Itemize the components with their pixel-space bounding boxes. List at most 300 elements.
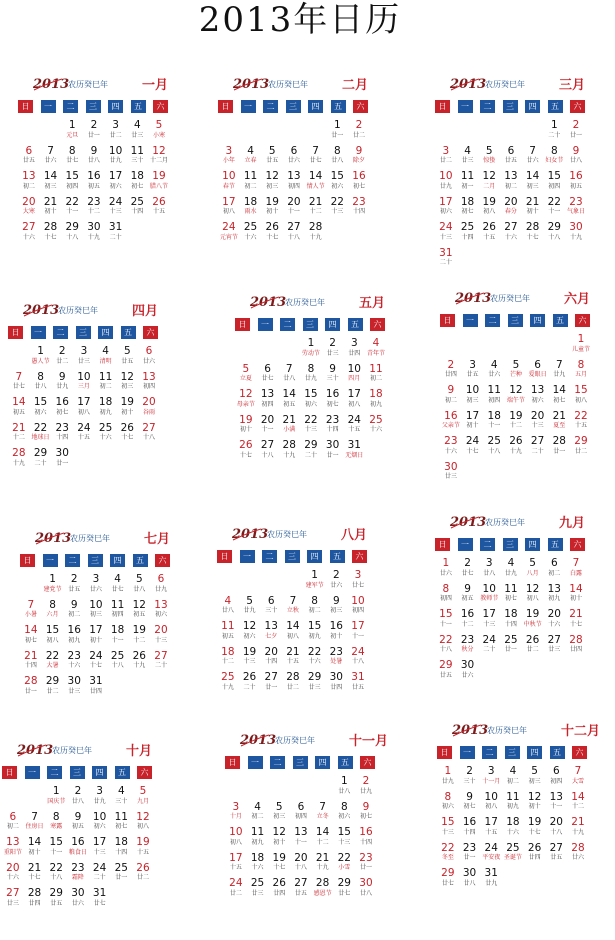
day-cell[interactable] <box>435 609 457 635</box>
day-cell[interactable] <box>457 558 479 584</box>
day-cell[interactable] <box>478 558 500 584</box>
day-cell[interactable] <box>138 372 160 398</box>
day-cell[interactable] <box>282 647 304 673</box>
day-cell[interactable] <box>300 389 322 415</box>
day-cell[interactable] <box>570 334 592 360</box>
day-cell[interactable] <box>326 171 348 197</box>
day-cell[interactable] <box>283 222 305 248</box>
day-cell[interactable] <box>61 197 83 223</box>
day-cell[interactable] <box>457 197 479 223</box>
day-cell[interactable] <box>545 817 567 843</box>
day-cell[interactable] <box>107 600 129 626</box>
day-cell[interactable] <box>30 397 52 423</box>
day-cell[interactable] <box>483 411 505 437</box>
day-cell[interactable] <box>343 415 365 441</box>
day-cell[interactable] <box>483 385 505 411</box>
day-cell[interactable] <box>435 635 457 661</box>
day-cell[interactable] <box>322 440 344 466</box>
day-cell[interactable] <box>257 415 279 441</box>
day-cell[interactable] <box>260 596 282 622</box>
day-cell[interactable] <box>435 584 457 610</box>
day-cell[interactable] <box>290 878 312 904</box>
day-cell[interactable] <box>89 812 111 838</box>
day-cell[interactable] <box>567 817 589 843</box>
day-cell[interactable] <box>20 625 42 651</box>
day-cell[interactable] <box>150 625 172 651</box>
day-cell[interactable] <box>239 647 261 673</box>
day-cell[interactable] <box>570 436 592 462</box>
day-cell[interactable] <box>107 625 129 651</box>
day-cell[interactable] <box>89 863 111 889</box>
day-cell[interactable] <box>462 360 484 386</box>
day-cell[interactable] <box>290 827 312 853</box>
day-cell[interactable] <box>543 222 565 248</box>
day-cell[interactable] <box>83 197 105 223</box>
day-cell[interactable] <box>483 360 505 386</box>
day-cell[interactable] <box>304 647 326 673</box>
day-cell[interactable] <box>347 570 369 596</box>
day-cell[interactable] <box>543 558 565 584</box>
day-cell[interactable] <box>522 609 544 635</box>
day-cell[interactable] <box>83 222 105 248</box>
day-cell[interactable] <box>24 837 46 863</box>
day-cell[interactable] <box>42 600 64 626</box>
day-cell[interactable] <box>500 222 522 248</box>
day-cell[interactable] <box>116 372 138 398</box>
day-cell[interactable] <box>61 171 83 197</box>
day-cell[interactable] <box>239 672 261 698</box>
day-cell[interactable] <box>132 786 154 812</box>
day-cell[interactable] <box>51 397 73 423</box>
day-cell[interactable] <box>305 197 327 223</box>
day-cell[interactable] <box>347 672 369 698</box>
day-cell[interactable] <box>24 888 46 914</box>
day-cell[interactable] <box>343 364 365 390</box>
day-cell[interactable] <box>218 197 240 223</box>
day-cell[interactable] <box>478 584 500 610</box>
day-cell[interactable] <box>85 651 107 677</box>
day-cell[interactable] <box>567 792 589 818</box>
day-cell[interactable] <box>257 440 279 466</box>
day-cell[interactable] <box>290 853 312 879</box>
day-cell[interactable] <box>61 146 83 172</box>
day-cell[interactable] <box>24 863 46 889</box>
day-cell[interactable] <box>325 621 347 647</box>
day-cell[interactable] <box>478 171 500 197</box>
day-cell[interactable] <box>283 197 305 223</box>
day-cell[interactable] <box>257 389 279 415</box>
day-cell[interactable] <box>322 389 344 415</box>
day-cell[interactable] <box>343 440 365 466</box>
day-cell[interactable] <box>261 171 283 197</box>
day-cell[interactable] <box>565 197 587 223</box>
day-cell[interactable] <box>333 802 355 828</box>
day-cell[interactable] <box>522 197 544 223</box>
day-cell[interactable] <box>500 197 522 223</box>
day-cell[interactable] <box>343 338 365 364</box>
day-cell[interactable] <box>522 635 544 661</box>
day-cell[interactable] <box>347 621 369 647</box>
day-cell[interactable] <box>278 364 300 390</box>
day-cell[interactable] <box>480 792 502 818</box>
day-cell[interactable] <box>40 146 62 172</box>
day-cell[interactable] <box>347 596 369 622</box>
day-cell[interactable] <box>312 853 334 879</box>
day-cell[interactable] <box>217 621 239 647</box>
day-cell[interactable] <box>128 651 150 677</box>
day-cell[interactable] <box>457 222 479 248</box>
day-cell[interactable] <box>148 171 170 197</box>
day-cell[interactable] <box>548 436 570 462</box>
day-cell[interactable] <box>268 878 290 904</box>
day-cell[interactable] <box>365 338 387 364</box>
day-cell[interactable] <box>45 863 67 889</box>
day-cell[interactable] <box>348 171 370 197</box>
day-cell[interactable] <box>239 596 261 622</box>
day-cell[interactable] <box>348 146 370 172</box>
day-cell[interactable] <box>247 827 269 853</box>
day-cell[interactable] <box>110 812 132 838</box>
day-cell[interactable] <box>343 389 365 415</box>
day-cell[interactable] <box>522 146 544 172</box>
day-cell[interactable] <box>500 609 522 635</box>
day-cell[interactable] <box>18 197 40 223</box>
day-cell[interactable] <box>326 197 348 223</box>
day-cell[interactable] <box>8 372 30 398</box>
day-cell[interactable] <box>565 584 587 610</box>
day-cell[interactable] <box>260 647 282 673</box>
day-cell[interactable] <box>502 817 524 843</box>
day-cell[interactable] <box>45 812 67 838</box>
day-cell[interactable] <box>225 802 247 828</box>
day-cell[interactable] <box>457 146 479 172</box>
day-cell[interactable] <box>105 120 127 146</box>
day-cell[interactable] <box>565 171 587 197</box>
day-cell[interactable] <box>333 827 355 853</box>
day-cell[interactable] <box>95 372 117 398</box>
day-cell[interactable] <box>545 766 567 792</box>
day-cell[interactable] <box>548 360 570 386</box>
day-cell[interactable] <box>148 197 170 223</box>
day-cell[interactable] <box>20 600 42 626</box>
day-cell[interactable] <box>543 609 565 635</box>
day-cell[interactable] <box>261 197 283 223</box>
day-cell[interactable] <box>300 440 322 466</box>
day-cell[interactable] <box>150 651 172 677</box>
day-cell[interactable] <box>105 197 127 223</box>
day-cell[interactable] <box>305 222 327 248</box>
day-cell[interactable] <box>240 146 262 172</box>
day-cell[interactable] <box>63 574 85 600</box>
day-cell[interactable] <box>347 647 369 673</box>
day-cell[interactable] <box>240 171 262 197</box>
day-cell[interactable] <box>61 120 83 146</box>
day-cell[interactable] <box>502 766 524 792</box>
day-cell[interactable] <box>45 786 67 812</box>
day-cell[interactable] <box>235 440 257 466</box>
day-cell[interactable] <box>40 222 62 248</box>
day-cell[interactable] <box>522 222 544 248</box>
day-cell[interactable] <box>545 843 567 869</box>
day-cell[interactable] <box>110 837 132 863</box>
day-cell[interactable] <box>567 843 589 869</box>
day-cell[interactable] <box>365 364 387 390</box>
day-cell[interactable] <box>217 647 239 673</box>
day-cell[interactable] <box>505 360 527 386</box>
day-cell[interactable] <box>225 878 247 904</box>
day-cell[interactable] <box>543 146 565 172</box>
day-cell[interactable] <box>543 635 565 661</box>
day-cell[interactable] <box>278 440 300 466</box>
day-cell[interactable] <box>225 853 247 879</box>
day-cell[interactable] <box>63 676 85 702</box>
day-cell[interactable] <box>435 248 457 274</box>
day-cell[interactable] <box>8 448 30 474</box>
day-cell[interactable] <box>522 171 544 197</box>
day-cell[interactable] <box>527 360 549 386</box>
day-cell[interactable] <box>527 385 549 411</box>
day-cell[interactable] <box>333 776 355 802</box>
day-cell[interactable] <box>132 837 154 863</box>
day-cell[interactable] <box>502 843 524 869</box>
day-cell[interactable] <box>20 676 42 702</box>
day-cell[interactable] <box>85 625 107 651</box>
day-cell[interactable] <box>290 802 312 828</box>
day-cell[interactable] <box>247 853 269 879</box>
day-cell[interactable] <box>478 635 500 661</box>
day-cell[interactable] <box>565 222 587 248</box>
day-cell[interactable] <box>260 621 282 647</box>
day-cell[interactable] <box>51 372 73 398</box>
day-cell[interactable] <box>30 448 52 474</box>
day-cell[interactable] <box>235 415 257 441</box>
day-cell[interactable] <box>132 812 154 838</box>
day-cell[interactable] <box>148 120 170 146</box>
day-cell[interactable] <box>40 171 62 197</box>
day-cell[interactable] <box>61 222 83 248</box>
day-cell[interactable] <box>322 364 344 390</box>
day-cell[interactable] <box>304 621 326 647</box>
day-cell[interactable] <box>148 146 170 172</box>
day-cell[interactable] <box>522 584 544 610</box>
day-cell[interactable] <box>355 802 377 828</box>
day-cell[interactable] <box>500 171 522 197</box>
day-cell[interactable] <box>128 600 150 626</box>
day-cell[interactable] <box>435 146 457 172</box>
day-cell[interactable] <box>67 812 89 838</box>
day-cell[interactable] <box>462 411 484 437</box>
day-cell[interactable] <box>355 878 377 904</box>
day-cell[interactable] <box>126 120 148 146</box>
day-cell[interactable] <box>116 397 138 423</box>
day-cell[interactable] <box>312 827 334 853</box>
day-cell[interactable] <box>73 423 95 449</box>
day-cell[interactable] <box>478 146 500 172</box>
day-cell[interactable] <box>326 120 348 146</box>
day-cell[interactable] <box>565 146 587 172</box>
day-cell[interactable] <box>435 222 457 248</box>
day-cell[interactable] <box>524 817 546 843</box>
day-cell[interactable] <box>437 868 459 894</box>
day-cell[interactable] <box>440 360 462 386</box>
day-cell[interactable] <box>2 863 24 889</box>
day-cell[interactable] <box>51 423 73 449</box>
day-cell[interactable] <box>570 411 592 437</box>
day-cell[interactable] <box>325 672 347 698</box>
day-cell[interactable] <box>333 878 355 904</box>
day-cell[interactable] <box>348 197 370 223</box>
day-cell[interactable] <box>218 171 240 197</box>
day-cell[interactable] <box>440 385 462 411</box>
day-cell[interactable] <box>42 574 64 600</box>
day-cell[interactable] <box>457 171 479 197</box>
day-cell[interactable] <box>282 621 304 647</box>
day-cell[interactable] <box>480 817 502 843</box>
day-cell[interactable] <box>478 222 500 248</box>
day-cell[interactable] <box>217 672 239 698</box>
day-cell[interactable] <box>40 197 62 223</box>
day-cell[interactable] <box>325 647 347 673</box>
day-cell[interactable] <box>268 802 290 828</box>
day-cell[interactable] <box>218 222 240 248</box>
day-cell[interactable] <box>18 171 40 197</box>
day-cell[interactable] <box>63 625 85 651</box>
day-cell[interactable] <box>247 878 269 904</box>
day-cell[interactable] <box>83 171 105 197</box>
day-cell[interactable] <box>457 609 479 635</box>
day-cell[interactable] <box>480 766 502 792</box>
day-cell[interactable] <box>282 672 304 698</box>
day-cell[interactable] <box>283 146 305 172</box>
day-cell[interactable] <box>85 600 107 626</box>
day-cell[interactable] <box>138 346 160 372</box>
day-cell[interactable] <box>524 766 546 792</box>
day-cell[interactable] <box>89 888 111 914</box>
day-cell[interactable] <box>85 676 107 702</box>
day-cell[interactable] <box>355 853 377 879</box>
day-cell[interactable] <box>300 338 322 364</box>
day-cell[interactable] <box>500 635 522 661</box>
day-cell[interactable] <box>126 171 148 197</box>
day-cell[interactable] <box>459 868 481 894</box>
day-cell[interactable] <box>225 827 247 853</box>
day-cell[interactable] <box>524 792 546 818</box>
day-cell[interactable] <box>20 651 42 677</box>
day-cell[interactable] <box>67 888 89 914</box>
day-cell[interactable] <box>333 853 355 879</box>
day-cell[interactable] <box>505 411 527 437</box>
day-cell[interactable] <box>73 346 95 372</box>
day-cell[interactable] <box>30 423 52 449</box>
day-cell[interactable] <box>105 171 127 197</box>
day-cell[interactable] <box>83 146 105 172</box>
day-cell[interactable] <box>459 766 481 792</box>
day-cell[interactable] <box>326 146 348 172</box>
day-cell[interactable] <box>505 436 527 462</box>
day-cell[interactable] <box>483 436 505 462</box>
day-cell[interactable] <box>365 389 387 415</box>
day-cell[interactable] <box>240 222 262 248</box>
day-cell[interactable] <box>67 837 89 863</box>
day-cell[interactable] <box>437 766 459 792</box>
day-cell[interactable] <box>8 397 30 423</box>
day-cell[interactable] <box>247 802 269 828</box>
day-cell[interactable] <box>95 346 117 372</box>
day-cell[interactable] <box>67 786 89 812</box>
day-cell[interactable] <box>138 423 160 449</box>
day-cell[interactable] <box>543 584 565 610</box>
day-cell[interactable] <box>570 385 592 411</box>
day-cell[interactable] <box>83 120 105 146</box>
day-cell[interactable] <box>548 385 570 411</box>
day-cell[interactable] <box>565 120 587 146</box>
day-cell[interactable] <box>63 600 85 626</box>
day-cell[interactable] <box>235 389 257 415</box>
day-cell[interactable] <box>105 222 127 248</box>
day-cell[interactable] <box>543 197 565 223</box>
day-cell[interactable] <box>543 120 565 146</box>
day-cell[interactable] <box>300 364 322 390</box>
day-cell[interactable] <box>304 570 326 596</box>
day-cell[interactable] <box>2 888 24 914</box>
day-cell[interactable] <box>527 436 549 462</box>
day-cell[interactable] <box>527 411 549 437</box>
day-cell[interactable] <box>437 843 459 869</box>
day-cell[interactable] <box>95 397 117 423</box>
day-cell[interactable] <box>437 792 459 818</box>
day-cell[interactable] <box>89 786 111 812</box>
day-cell[interactable] <box>325 570 347 596</box>
day-cell[interactable] <box>305 146 327 172</box>
day-cell[interactable] <box>524 843 546 869</box>
day-cell[interactable] <box>150 574 172 600</box>
day-cell[interactable] <box>18 146 40 172</box>
day-cell[interactable] <box>116 346 138 372</box>
day-cell[interactable] <box>435 171 457 197</box>
day-cell[interactable] <box>478 609 500 635</box>
day-cell[interactable] <box>478 197 500 223</box>
day-cell[interactable] <box>437 817 459 843</box>
day-cell[interactable] <box>268 827 290 853</box>
day-cell[interactable] <box>42 625 64 651</box>
day-cell[interactable] <box>522 558 544 584</box>
day-cell[interactable] <box>261 146 283 172</box>
day-cell[interactable] <box>107 651 129 677</box>
day-cell[interactable] <box>45 888 67 914</box>
day-cell[interactable] <box>500 558 522 584</box>
day-cell[interactable] <box>126 197 148 223</box>
day-cell[interactable] <box>18 222 40 248</box>
day-cell[interactable] <box>325 596 347 622</box>
day-cell[interactable] <box>348 120 370 146</box>
day-cell[interactable] <box>128 574 150 600</box>
day-cell[interactable] <box>126 146 148 172</box>
day-cell[interactable] <box>110 786 132 812</box>
day-cell[interactable] <box>502 792 524 818</box>
day-cell[interactable] <box>89 837 111 863</box>
day-cell[interactable] <box>283 171 305 197</box>
day-cell[interactable] <box>30 346 52 372</box>
day-cell[interactable] <box>67 863 89 889</box>
day-cell[interactable] <box>440 411 462 437</box>
day-cell[interactable] <box>63 651 85 677</box>
day-cell[interactable] <box>304 596 326 622</box>
day-cell[interactable] <box>105 146 127 172</box>
day-cell[interactable] <box>51 448 73 474</box>
day-cell[interactable] <box>150 600 172 626</box>
day-cell[interactable] <box>365 415 387 441</box>
day-cell[interactable] <box>322 415 344 441</box>
